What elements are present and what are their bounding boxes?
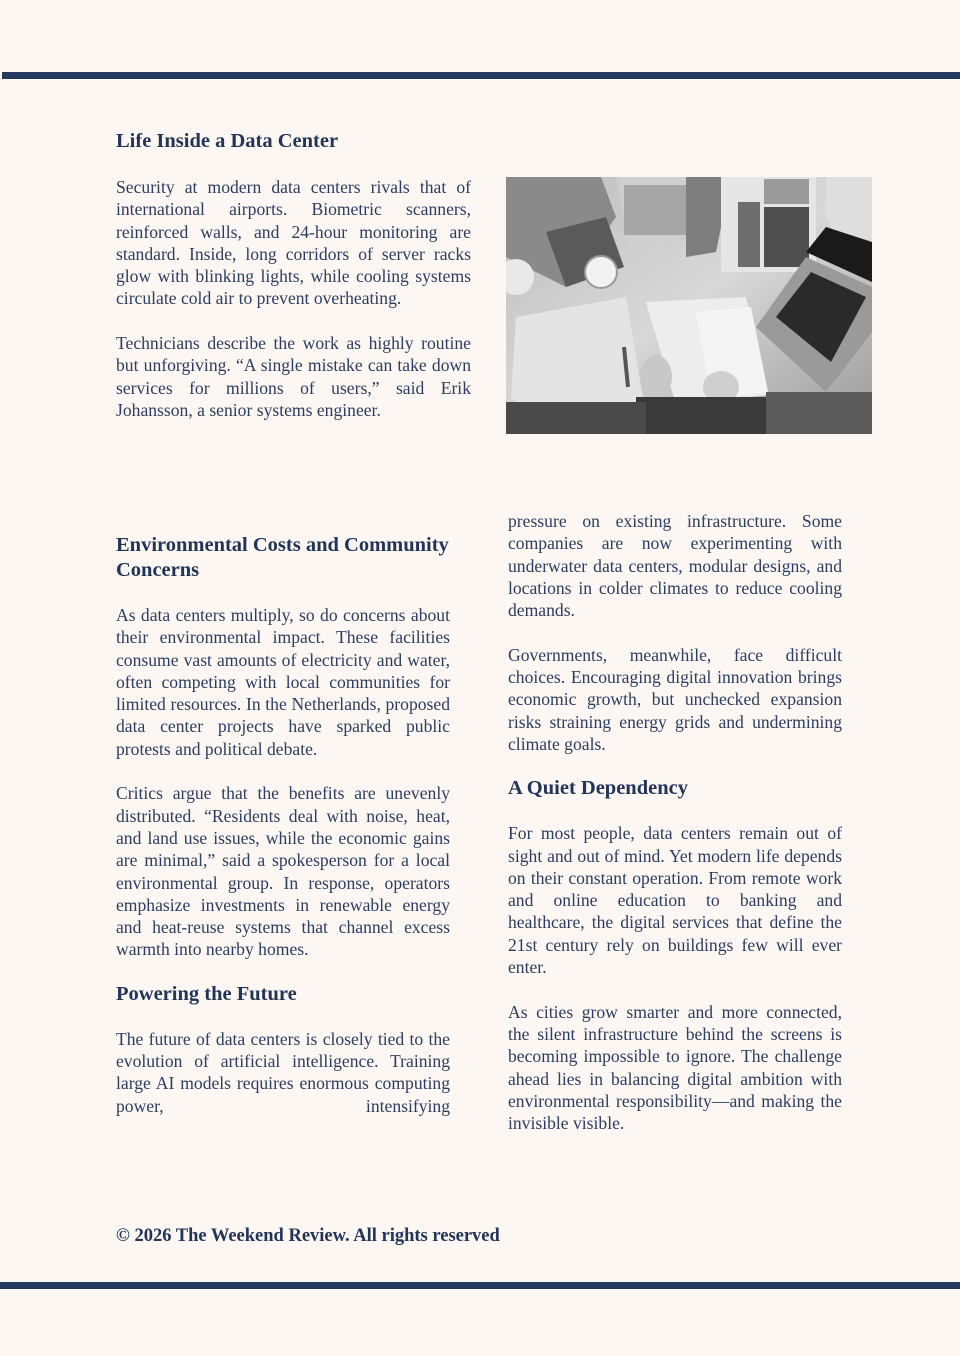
paragraph: For most people, data centers remain out of sight and out of mind. Yet modern life depends on their constant operation. From remote work and online education to banking and healthcare, the digital services that define the 21st century rely on buildings few will ever enter.: [508, 823, 842, 978]
paragraph: The future of data centers is closely tied to the evolution of artificial intelligence. Training large AI models requires enormous computing power, intensifying: [116, 1028, 450, 1116]
paragraph: As data centers multiply, so do concerns about their environmental impact. These facilities consume vast amounts of electricity and water, often competing with local communities for limited resources. In the Netherlands, proposed data center projects have sparked public protests and political debate.: [116, 605, 450, 759]
floor-shadow: [766, 392, 872, 434]
paragraph: pressure on existing infrastructure. Some companies are now experimenting with underwater data centers, modular designs, and locations in colder climates to reduce cooling demands.: [508, 511, 842, 621]
coffee-cup: [585, 256, 617, 288]
top-rule: [2, 72, 960, 79]
column-left: [116, 533, 450, 1117]
book-image: [738, 202, 760, 267]
paragraph: Governments, meanwhile, face difficult choices. Encouraging digital innovation brings economic growth, but unchecked expansion risks straining energy grids and undermining climate goals.: [508, 644, 842, 754]
desk-photo-illustration: [506, 177, 872, 434]
bottom-rule: [0, 1282, 960, 1289]
section-heading-environmental-costs: Environmental Costs and Community Concerns: [116, 534, 449, 581]
floor-shadow: [506, 402, 646, 434]
paragraph: Critics argue that the benefits are unevenly distributed. “Residents deal with noise, heat, and land use issues, while the economic gains are minimal,” said a spokesperson for a local environmental group. In response, operators emphasize investments in renewable energy and heat-reuse systems that channel excess warmth into nearby homes.: [116, 783, 450, 960]
magazine-photo: [624, 185, 686, 235]
book-image: [764, 179, 809, 204]
section-heading-life-inside: Life Inside a Data Center: [116, 130, 339, 152]
column-right: [508, 510, 842, 1134]
section-heading-powering-future: Powering the Future: [116, 982, 297, 1005]
book-image: [764, 207, 809, 267]
sleeve: [636, 397, 766, 434]
paragraph: Technicians describe the work as highly routine but unforgiving. “A single mistake can take down services for millions of users,” said Erik Johansson, a senior systems engineer.: [116, 333, 471, 420]
footer-copyright: © 2026 The Weekend Review. All rights reserved: [116, 1226, 500, 1246]
section-body-life-inside: [116, 176, 471, 421]
section-heading-quiet-dependency: A Quiet Dependency: [508, 777, 688, 800]
desk-photo: [506, 177, 872, 434]
paragraph: As cities grow smarter and more connected, the silent infrastructure behind the screens is becoming impossible to ignore. The challenge ahead lies in balancing digital ambition with environmental responsibility—and making the invisible visible.: [508, 1001, 842, 1134]
hand: [640, 355, 672, 399]
paragraph: Security at modern data centers rivals that of international airports. Biometric scanners, reinforced walls, and 24-hour monitoring are standard. Inside, long corridors of server racks glow with blinking lights, while cooling systems circulate cold air to prevent overheating.: [116, 177, 471, 309]
